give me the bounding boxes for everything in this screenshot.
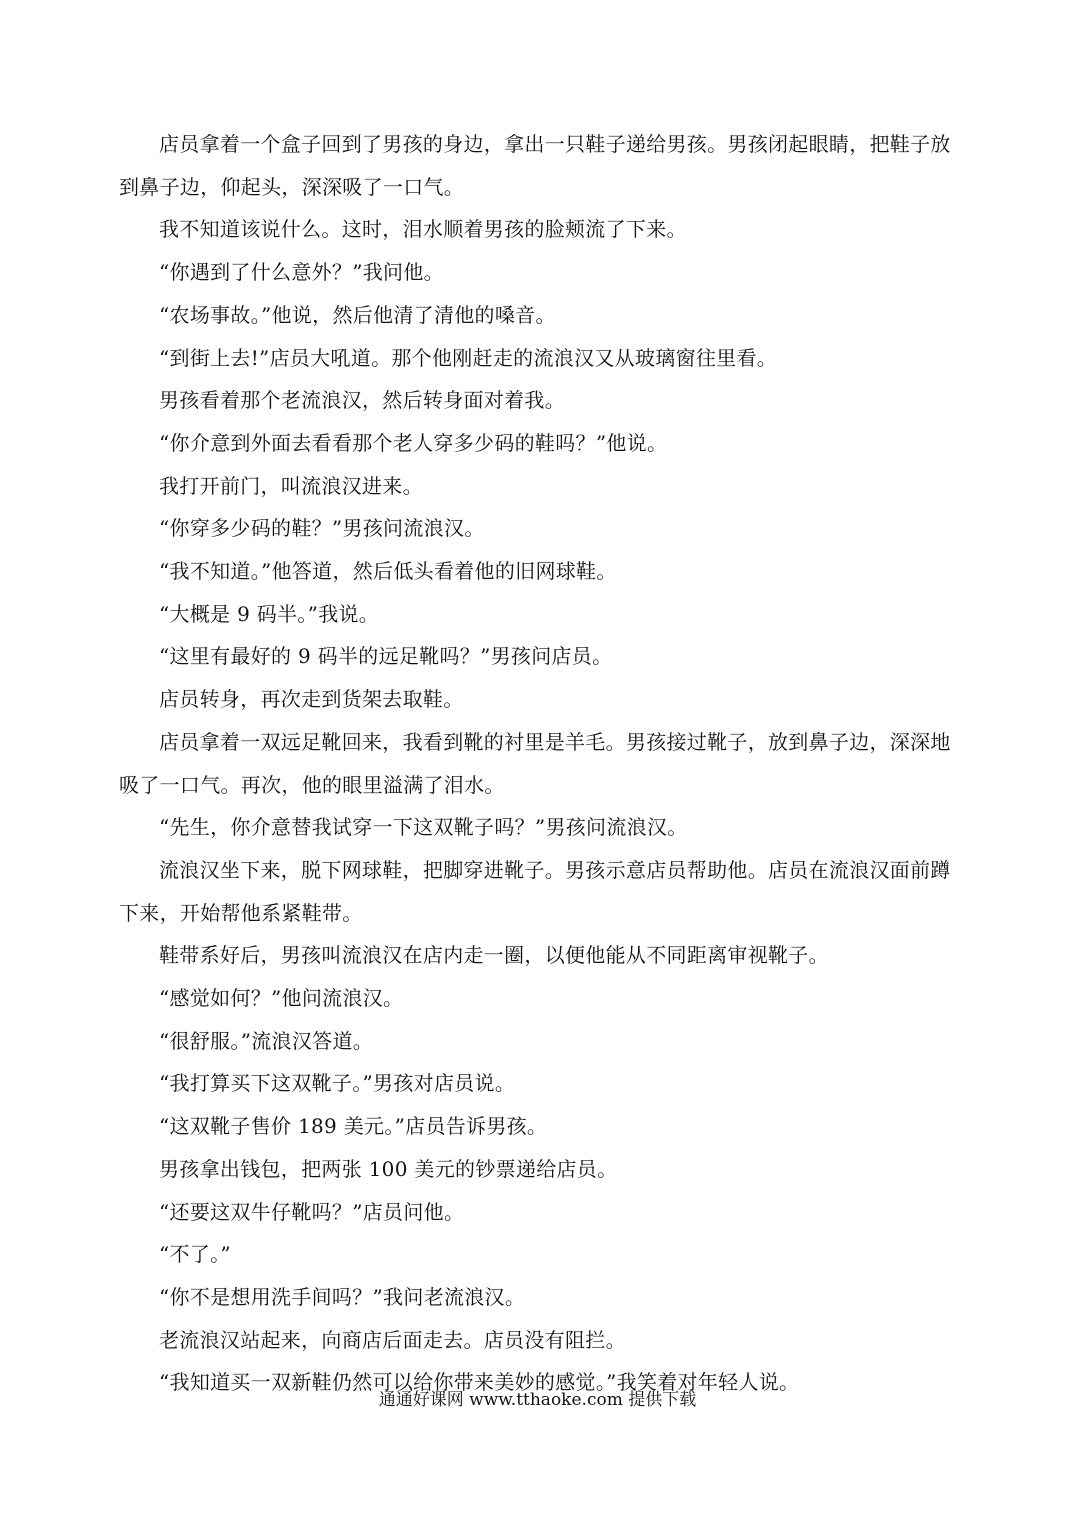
paragraph: “你介意到外面去看看那个老人穿多少码的鞋吗？”他说。 [159, 430, 668, 455]
paragraph: “感觉如何？”他问流浪汉。 [159, 986, 404, 1011]
paragraph: “我知道买一双新鞋仍然可以给你带来美妙的感觉。”我笑着对年轻人说。 [159, 1370, 800, 1395]
paragraph: 店员拿着一双远足靴回来，我看到靴的衬里是羊毛。男孩接过靴子，放到鼻子边，深深地吸了一口气。再次，他的眼里溢满了泪水。 [119, 729, 951, 797]
paragraph: “还要这双牛仔靴吗？”店员问他。 [159, 1199, 465, 1224]
paragraph: “我打算买下这双靴子。”男孩对店员说。 [159, 1071, 516, 1096]
paragraph: “到街上去!”店员大吼道。那个他刚赶走的流浪汉又从玻璃窗往里看。 [159, 345, 778, 370]
paragraph: “很舒服。”流浪汉答道。 [159, 1028, 374, 1053]
paragraph: 店员转身，再次走到货架去取鞋。 [159, 687, 464, 712]
paragraph: 男孩看着那个老流浪汉，然后转身面对着我。 [159, 388, 565, 413]
paragraph: “大概是 9 码半。”我说。 [159, 601, 380, 626]
paragraph: “不了。” [159, 1242, 231, 1267]
paragraph: 鞋带系好后，男孩叫流浪汉在店内走一圈，以便他能从不同距离审视靴子。 [159, 943, 829, 968]
paragraph: 我打开前门，叫流浪汉进来。 [159, 473, 423, 498]
paragraph: “你穿多少码的鞋？”男孩问流浪汉。 [159, 516, 485, 541]
paragraph: 流浪汉坐下来，脱下网球鞋，把脚穿进靴子。男孩示意店员帮助他。店员在流浪汉面前蹲下来，开始帮他系紧鞋带。 [119, 857, 951, 925]
paragraph: 店员拿着一个盒子回到了男孩的身边，拿出一只鞋子递给男孩。男孩闭起眼睛，把鞋子放到鼻子边，仰起头，深深吸了一口气。 [119, 132, 951, 199]
paragraph: 男孩拿出钱包，把两张 100 美元的钞票递给店员。 [159, 1156, 618, 1181]
paragraph: “这里有最好的 9 码半的远足靴吗？”男孩问店员。 [159, 644, 613, 669]
paragraph: “我不知道。”他答道，然后低头看着他的旧网球鞋。 [159, 559, 617, 584]
page-footer: 通通好课网 www.tthaoke.com 提供下载 [378, 1390, 697, 1410]
document-body [119, 123, 959, 1404]
paragraph: 老流浪汉站起来，向商店后面走去。店员没有阻拦。 [159, 1327, 626, 1352]
paragraph: “你不是想用洗手间吗？”我问老流浪汉。 [159, 1284, 526, 1309]
paragraph: “这双靴子售价 189 美元。”店员告诉男孩。 [159, 1114, 548, 1139]
paragraph: “先生，你介意替我试穿一下这双靴子吗？”男孩问流浪汉。 [159, 815, 688, 840]
paragraph: “你遇到了什么意外？”我问他。 [159, 260, 444, 285]
paragraph: “农场事故。”他说，然后他清了清他的嗓音。 [159, 302, 556, 327]
paragraph: 我不知道该说什么。这时，泪水顺着男孩的脸颊流了下来。 [159, 217, 687, 242]
